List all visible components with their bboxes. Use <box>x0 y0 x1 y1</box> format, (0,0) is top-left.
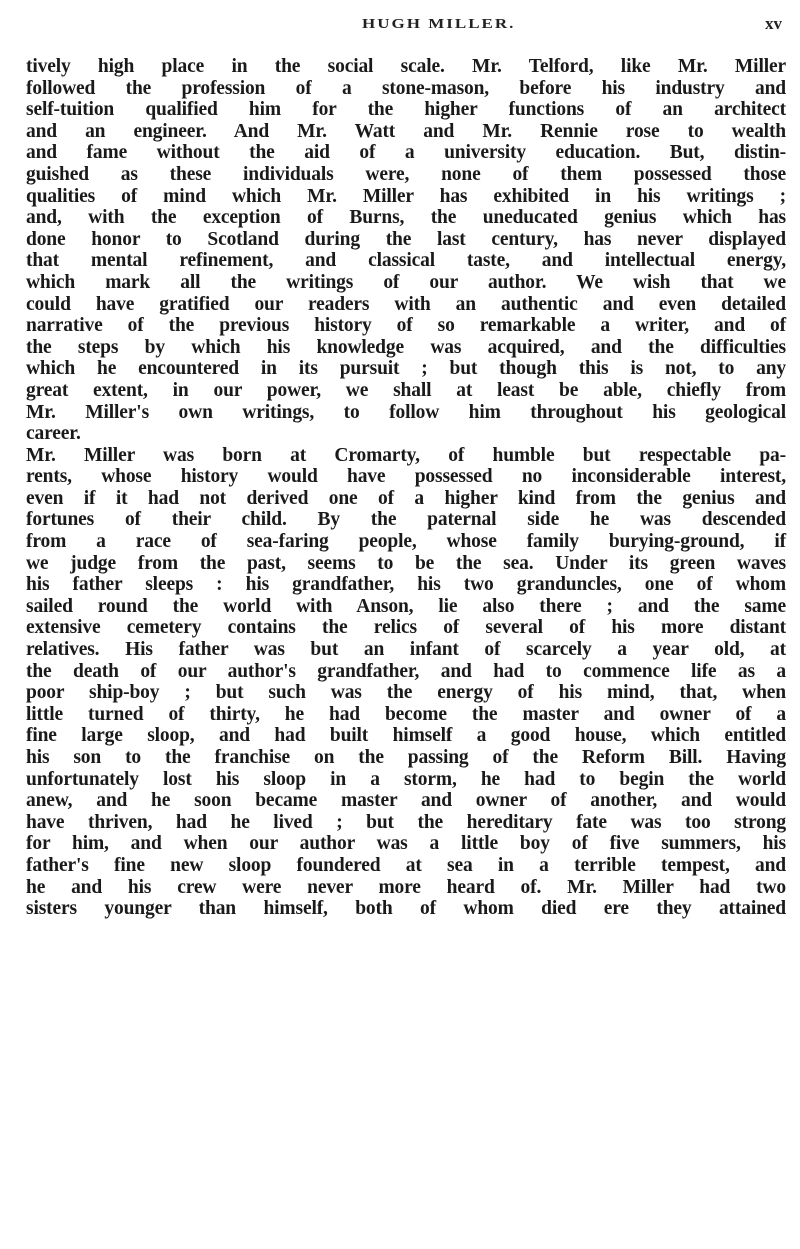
text-line: rents, whose history would have possessed no inconsiderable interest, <box>26 466 786 488</box>
text-line: relatives. His father was but an infant of scarcely a year old, at <box>26 639 786 661</box>
text-line: he and his crew were never more heard of. Mr. Miller had two <box>26 876 786 898</box>
text-line: anew, and he soon became master and owner of another, and would <box>26 790 786 812</box>
text-line: Mr. Miller was born at Cromarty, of humble but respectable pa- <box>26 444 786 466</box>
text-line: fine large sloop, and had built himself a good house, which entitled <box>26 725 786 747</box>
text-line: extensive cemetery contains the relics of several of his more distant <box>26 617 786 639</box>
text-line: his father sleeps : his grandfather, his two granduncles, one of whom <box>26 574 786 596</box>
text-line: could have gratified our readers with an authentic and even detailed <box>26 293 786 315</box>
text-line: qualities of mind which Mr. Miller has exhibited in his writings ; <box>26 185 786 207</box>
page-number: xv <box>765 14 782 33</box>
body-text <box>26 56 786 920</box>
text-line: and an engineer. And Mr. Watt and Mr. Rennie rose to wealth <box>26 120 786 142</box>
text-line: guished as these individuals were, none of them possessed those <box>26 163 786 185</box>
text-line: that mental refinement, and classical taste, and intellectual energy, <box>26 250 786 272</box>
text-line: fortunes of their child. By the paternal side he was descended <box>26 509 786 531</box>
text-line: little turned of thirty, he had become the master and owner of a <box>26 703 786 725</box>
text-line: Mr. Miller's own writings, to follow him throughout his geological <box>26 401 786 423</box>
text-line: sisters younger than himself, both of whom died ere they attained <box>26 898 786 920</box>
text-line: have thriven, had he lived ; but the hereditary fate was too strong <box>26 811 786 833</box>
text-line: for him, and when our author was a little boy of five summers, his <box>26 833 786 855</box>
text-line: from a race of sea-faring people, whose family burying-ground, if <box>26 531 786 553</box>
text-line: narrative of the previous history of so remarkable a writer, and of <box>26 315 786 337</box>
text-line: followed the profession of a stone-mason, before his industry and <box>26 77 786 99</box>
text-line: and fame without the aid of a university education. But, distin- <box>26 142 786 164</box>
text-line: we judge from the past, seems to be the sea. Under its green waves <box>26 552 786 574</box>
text-line: which mark all the writings of our author. We wish that we <box>26 271 786 293</box>
running-head: HUGH MILLER. <box>362 16 516 32</box>
text-line: even if it had not derived one of a higher kind from the genius and <box>26 487 786 509</box>
text-line: great extent, in our power, we shall at least be able, chiefly from <box>26 379 786 401</box>
text-line: unfortunately lost his sloop in a storm, he had to begin the world <box>26 768 786 790</box>
text-line: father's fine new sloop foundered at sea in a terrible tempest, and <box>26 854 786 876</box>
text-line: poor ship-boy ; but such was the energy of his mind, that, when <box>26 682 786 704</box>
text-line: his son to the franchise on the passing of the Reform Bill. Having <box>26 747 786 768</box>
text-line: tively high place in the social scale. Mr. Telford, like Mr. Miller <box>26 56 786 77</box>
text-line: the steps by which his knowledge was acquired, and the difficulties <box>26 336 786 358</box>
text-line: and, with the exception of Burns, the uneducated genius which has <box>26 207 786 229</box>
text-line: which he encountered in its pursuit ; but though this is not, to any <box>26 358 786 380</box>
text-line: done honor to Scotland during the last century, has never displayed <box>26 228 786 250</box>
text-line: self-tuition qualified him for the higher functions of an architect <box>26 99 786 121</box>
text-line: the death of our author's grandfather, and had to commence life as a <box>26 660 786 682</box>
text-line: career. <box>26 423 81 445</box>
text-line: sailed round the world with Anson, lie also there ; and the same <box>26 595 786 617</box>
